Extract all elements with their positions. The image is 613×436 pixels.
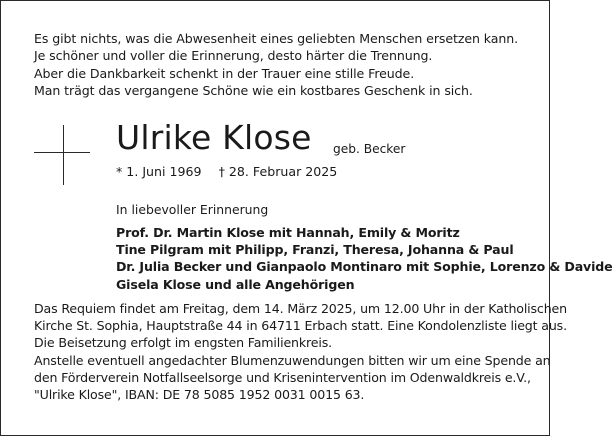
cross-horizontal-bar — [34, 152, 90, 153]
deceased-name: Ulrike Klose — [116, 118, 312, 157]
mourners-intro: In liebevoller Erinnerung — [116, 202, 269, 217]
funeral-notice — [34, 300, 567, 403]
notice-line: Anstelle eventuell angedachter Blumenzuwendungen bitten wir um eine Spende an — [34, 352, 551, 368]
notice-line: "Ulrike Klose", IBAN: DE 78 5085 1952 0031 0015 63. — [34, 387, 365, 403]
death-date: † 28. Februar 2025 — [218, 164, 338, 179]
mourner-line: Gisela Klose und alle Angehörigen — [116, 276, 355, 292]
mourner-line: Tine Pilgram mit Philipp, Franzi, Theresa, Johanna & Paul — [116, 242, 514, 258]
maiden-name: geb. Becker — [333, 142, 406, 156]
cross-icon — [34, 125, 90, 185]
memorial-poem — [34, 30, 524, 100]
life-dates — [116, 163, 337, 180]
birth-date: * 1. Juni 1969 — [116, 164, 202, 179]
mourners-list — [116, 224, 613, 293]
notice-line: Kirche St. Sophia, Hauptstraße 44 in 64711 Erbach statt. Eine Kondolenzliste liegt aus. — [34, 318, 567, 334]
poem-line: Es gibt nichts, was die Abwesenheit eines geliebten Menschen ersetzen kann. — [34, 31, 519, 46]
mourner-line: Prof. Dr. Martin Klose mit Hannah, Emily & Moritz — [116, 225, 460, 240]
notice-line: Die Beisetzung erfolgt im engsten Familienkreis. — [34, 335, 332, 351]
notice-line: Das Requiem findet am Freitag, dem 14. März 2025, um 12.00 Uhr in der Katholischen — [34, 301, 567, 316]
poem-line: Aber die Dankbarkeit schenkt in der Trauer eine stille Freude. — [34, 65, 415, 81]
poem-line: Man trägt das vergangene Schöne wie ein kostbares Geschenk in sich. — [34, 83, 473, 99]
mourner-line: Dr. Julia Becker und Gianpaolo Montinaro mit Sophie, Lorenzo & Davide — [116, 259, 613, 275]
notice-line: den Förderverein Notfallseelsorge und Krisenintervention im Odenwaldkreis e.V., — [34, 369, 531, 385]
cross-vertical-bar — [63, 125, 64, 185]
poem-line: Je schöner und voller die Erinnerung, desto härter die Trennung. — [34, 48, 433, 64]
